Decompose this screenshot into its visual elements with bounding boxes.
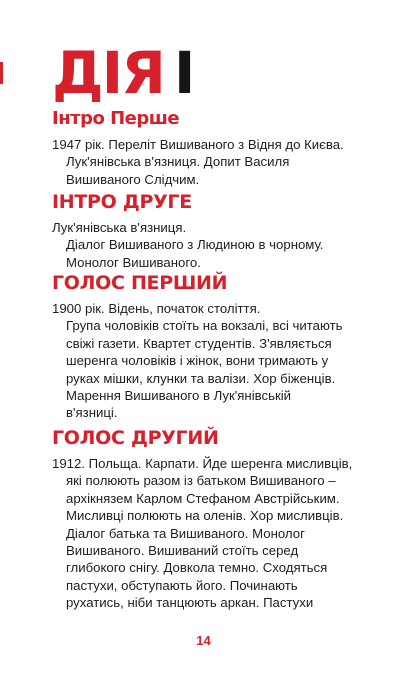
section-text-intro-2: [52, 219, 372, 271]
text-line: Вишиваного. Вишиваний стоїть серед: [66, 543, 299, 559]
text-line: Група чоловіків стоїть на вокзалі, всі читають: [66, 318, 343, 334]
text-line: Діалог батька та Вишиваного. Монолог: [66, 525, 305, 541]
edge-marker: [0, 62, 3, 84]
text-line: глибокого снігу. Довкола темно. Сходяться: [66, 560, 328, 576]
section-heading-intro-1: Інтро Перше: [52, 108, 180, 129]
act-number: I: [173, 39, 194, 107]
text-line: свіжі газети. Квартет студентів. З'являється: [66, 335, 332, 351]
text-line: пастухи, обступають його. Починають: [66, 577, 298, 593]
text-line: 1947 рік. Переліт Вишиваного з Відня до Києва.: [52, 137, 344, 152]
section-heading-voice-1: ГОЛОС ПЕРШИЙ: [52, 272, 228, 294]
section-heading-intro-2: ІНТРО ДРУГЕ: [52, 191, 192, 213]
text-line: Мисливці полюють на оленів. Хор мисливців.: [66, 508, 344, 524]
section-text-voice-2: [52, 455, 372, 612]
page-number: 14: [196, 633, 211, 648]
text-line: в'язниці.: [66, 405, 118, 421]
text-line: Вишиваного Слідчим.: [66, 171, 200, 187]
section-text-voice-1: [52, 300, 372, 422]
text-line: які полюють разом із батьком Вишиваного –: [66, 473, 336, 489]
text-line: рухатись, ніби танцюють аркан. Пастухи: [66, 595, 314, 611]
act-title: [52, 39, 194, 107]
text-line: Монолог Вишиваного.: [66, 254, 201, 270]
text-line: Лук'янівська в'язниця.: [52, 220, 187, 235]
text-line: руках мішки, клунки та валізи. Хор біженців.: [66, 370, 336, 386]
text-line: шеренга чоловіків і жінок, вони тримають у: [66, 353, 329, 369]
text-line: 1912. Польща. Карпати. Йде шеренга мисливців,: [52, 456, 353, 471]
section-heading-voice-2: ГОЛОС ДРУГИЙ: [52, 427, 219, 449]
text-line: архікнязем Карлом Стефаном Австрійським.: [66, 490, 340, 506]
text-line: Марення Вишиваного в Лук'янівській: [66, 388, 292, 404]
act-word: ДІЯ: [52, 39, 164, 107]
text-line: Діалог Вишиваного з Людиною в чорному.: [66, 237, 324, 253]
text-line: 1900 рік. Відень, початок століття.: [52, 301, 261, 316]
section-text-intro-1: [52, 136, 372, 188]
text-line: Лук'янівська в'язниця. Допит Василя: [66, 154, 290, 170]
